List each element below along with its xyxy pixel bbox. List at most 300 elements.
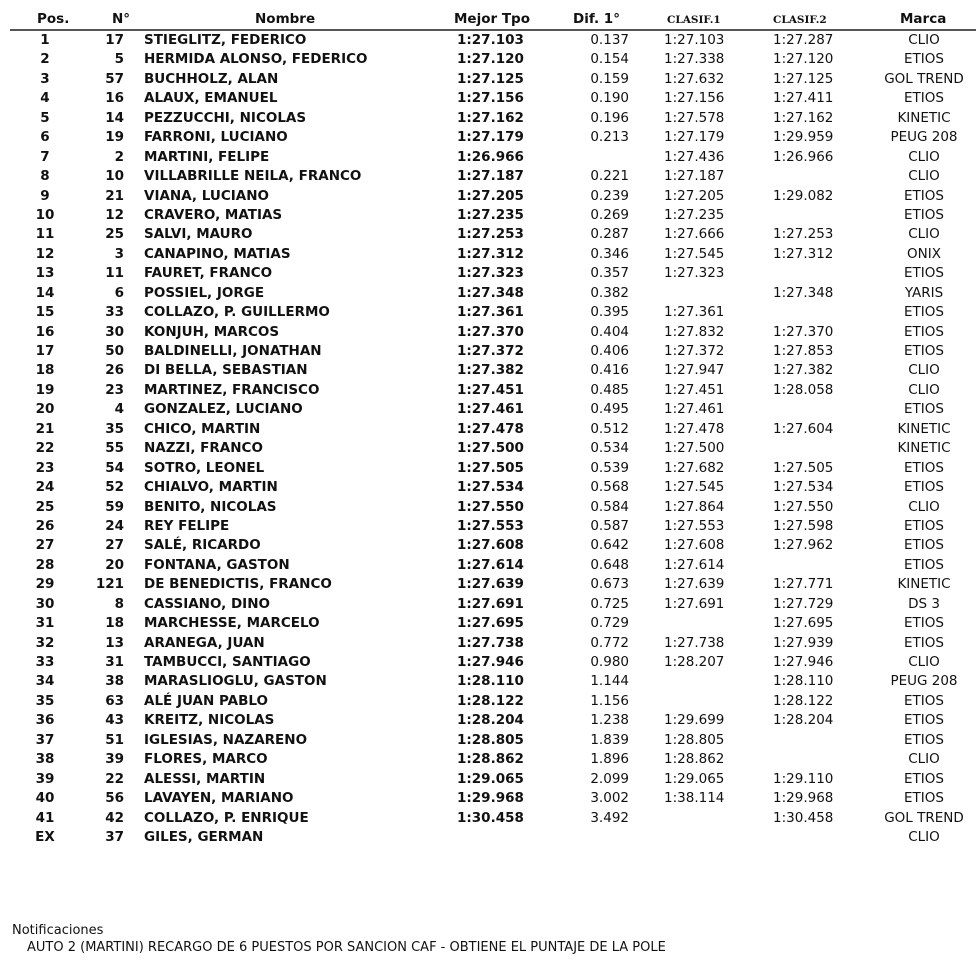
cell-marca: ETIOS [904,265,944,282]
cell-num: 42 [105,809,124,826]
cell-name: TAMBUCCI, SANTIAGO [144,654,311,670]
cell-num: 31 [105,654,124,670]
cell-clasif1: 1:28.207 [664,654,725,670]
cell-marca: CLIO [908,362,940,379]
table-row [0,167,976,186]
header-pos: Pos. [37,11,70,27]
cell-dif: 0.534 [590,440,629,457]
cell-num: 6 [114,284,124,301]
cell-num: 8 [114,595,124,612]
cell-pos: 16 [35,323,55,340]
table-row [0,50,976,69]
cell-best: 1:27.372 [457,343,524,359]
cell-pos: 34 [35,673,55,690]
cell-clasif2: 1:27.505 [773,459,834,476]
cell-name: FAURET, FRANCO [144,265,273,282]
cell-pos: 28 [35,556,55,573]
table-row [0,128,976,147]
cell-pos: 18 [35,362,55,379]
cell-marca: ETIOS [904,537,944,554]
cell-best: 1:27.451 [457,381,524,398]
cell-name: HERMIDA ALONSO, FEDERICO [144,51,368,68]
cell-best: 1:27.614 [457,556,524,573]
cell-pos: 17 [35,343,55,359]
cell-clasif2: 1:27.382 [773,362,834,379]
table-row [0,770,976,789]
cell-dif: 0.729 [590,615,629,632]
cell-marca: ETIOS [904,790,944,807]
header-clasif1: CLASIF.1 [667,14,721,26]
cell-clasif1: 1:27.179 [664,129,725,146]
cell-pos: 6 [40,129,50,146]
cell-name: ALESSI, MARTIN [144,770,266,787]
cell-pos: 24 [35,479,55,496]
cell-pos: 2 [40,51,50,68]
cell-pos: 1 [40,32,50,48]
cell-pos: 7 [40,148,50,165]
cell-num: 21 [105,187,124,204]
cell-best: 1:27.187 [457,168,524,185]
cell-clasif1: 1:28.805 [664,731,725,748]
cell-clasif1: 1:27.832 [664,323,725,340]
notifications-title: Notificaciones [12,923,104,938]
header-best: Mejor Tpo [454,11,530,27]
cell-best: 1:26.966 [457,148,524,165]
cell-clasif1: 1:27.545 [664,245,725,262]
cell-dif: 1.144 [590,673,629,690]
cell-marca: CLIO [908,654,940,670]
cell-name: MARTINI, FELIPE [144,148,270,165]
table-row [0,264,976,283]
cell-best: 1:28.110 [457,673,524,690]
cell-num: 5 [114,51,124,68]
cell-best: 1:27.162 [457,109,524,126]
cell-num: 54 [105,459,124,476]
cell-name: ALAUX, EMANUEL [144,90,278,107]
table-row [0,323,976,342]
cell-best: 1:28.805 [457,731,524,748]
cell-name: IGLESIAS, NAZARENO [144,731,308,748]
cell-name: DI BELLA, SEBASTIAN [144,362,308,379]
cell-clasif1: 1:27.545 [664,479,725,496]
cell-pos: 10 [35,206,55,223]
cell-dif: 1.896 [590,751,629,768]
cell-name: FARRONI, LUCIANO [144,129,288,146]
table-row [0,517,976,536]
cell-num: 19 [105,129,124,146]
cell-clasif2: 1:27.946 [773,654,834,670]
cell-clasif2: 1:27.729 [773,595,834,612]
cell-best: 1:29.968 [457,790,524,807]
cell-clasif1: 1:27.639 [664,576,725,593]
cell-marca: KINETIC [897,440,951,457]
cell-num: 11 [105,265,124,282]
cell-num: 13 [105,634,124,651]
cell-clasif1: 1:27.436 [664,148,725,165]
cell-num: 63 [105,692,124,709]
cell-dif: 0.154 [590,51,629,68]
cell-best: 1:27.461 [457,401,524,418]
cell-marca: ETIOS [904,323,944,340]
cell-clasif2: 1:27.550 [773,498,834,515]
cell-name: SOTRO, LEONEL [144,459,265,476]
table-row [0,70,976,89]
cell-marca: ETIOS [904,343,944,359]
cell-clasif1: 1:27.187 [664,168,725,185]
cell-dif: 0.568 [590,479,629,496]
cell-clasif2: 1:28.058 [773,381,834,398]
table-row [0,245,976,264]
table-row [0,711,976,730]
cell-name: COLLAZO, P. GUILLERMO [144,304,330,321]
cell-name: SALVI, MAURO [144,226,253,243]
cell-marca: CLIO [908,32,940,48]
cell-pos: 36 [35,712,55,729]
cell-pos: 38 [35,751,55,768]
cell-clasif2: 1:27.771 [773,576,834,593]
cell-clasif1: 1:27.864 [664,498,725,515]
cell-clasif2: 1:29.082 [773,187,834,204]
table-row [0,225,976,244]
cell-clasif1: 1:29.065 [664,770,725,787]
cell-clasif2: 1:27.312 [773,245,834,262]
cell-best: 1:27.205 [457,187,524,204]
cell-marca: CLIO [908,226,940,243]
cell-dif: 0.648 [590,556,629,573]
cell-clasif2: 1:27.162 [773,109,834,126]
cell-num: 27 [105,537,124,554]
cell-name: POSSIEL, JORGE [144,284,265,301]
cell-dif: 0.584 [590,498,629,515]
cell-marca: ETIOS [904,51,944,68]
cell-clasif2: 1:27.125 [773,70,834,87]
cell-name: GILES, GERMAN [144,828,264,845]
table-row [0,809,976,828]
cell-best: 1:27.695 [457,615,524,632]
cell-pos: 40 [35,790,55,807]
cell-clasif2: 1:29.110 [773,770,834,787]
cell-name: BUCHHOLZ, ALAN [144,70,279,87]
cell-best: 1:27.125 [457,70,524,87]
cell-clasif1: 1:29.699 [664,712,725,729]
cell-best: 1:27.505 [457,459,524,476]
table-row [0,595,976,614]
cell-clasif2: 1:29.968 [773,790,834,807]
cell-clasif1: 1:27.478 [664,420,725,437]
cell-marca: ETIOS [904,556,944,573]
cell-dif: 0.357 [590,265,629,282]
cell-best: 1:28.862 [457,751,524,768]
cell-num: 12 [105,206,124,223]
cell-num: 51 [105,731,124,748]
results-table [0,31,976,847]
cell-pos: 5 [40,109,50,126]
cell-pos: 32 [35,634,55,651]
cell-marca: ONIX [907,245,941,262]
cell-name: BALDINELLI, JONATHAN [144,343,322,359]
cell-dif: 1.156 [590,692,629,709]
cell-dif: 0.772 [590,634,629,651]
cell-clasif1: 1:27.235 [664,206,725,223]
cell-dif: 0.287 [590,226,629,243]
cell-pos: 31 [35,615,55,632]
cell-clasif1: 1:27.553 [664,517,725,534]
table-row [0,672,976,691]
table-row [0,459,976,478]
cell-clasif2: 1:28.204 [773,712,834,729]
cell-num: 59 [105,498,124,515]
cell-num: 25 [105,226,124,243]
cell-name: STIEGLITZ, FEDERICO [144,32,307,48]
table-row [0,634,976,653]
cell-num: 55 [105,440,124,457]
cell-best: 1:30.458 [457,809,524,826]
cell-num: 33 [105,304,124,321]
table-row [0,361,976,380]
notifications [12,923,666,955]
cell-best: 1:27.946 [457,654,524,670]
cell-name: CASSIANO, DINO [144,595,270,612]
cell-pos: 35 [35,692,55,709]
cell-num: 56 [105,790,124,807]
cell-name: VIANA, LUCIANO [144,187,269,204]
cell-pos: 22 [35,440,55,457]
cell-name: VILLABRILLE NEILA, FRANCO [144,168,362,185]
cell-num: 4 [114,401,124,418]
cell-marca: ETIOS [904,770,944,787]
cell-clasif1: 1:27.323 [664,265,725,282]
cell-clasif1: 1:27.103 [664,32,725,48]
cell-pos: 39 [35,770,55,787]
cell-num: 16 [105,90,124,107]
cell-clasif1: 1:27.451 [664,381,725,398]
cell-marca: CLIO [908,828,940,845]
cell-pos: 9 [40,187,50,204]
cell-marca: ETIOS [904,401,944,418]
cell-name: NAZZI, FRANCO [144,440,263,457]
cell-marca: ETIOS [904,517,944,534]
cell-clasif1: 1:27.947 [664,362,725,379]
cell-dif: 0.980 [590,654,629,670]
table-row [0,303,976,322]
cell-dif: 0.673 [590,576,629,593]
table-row [0,692,976,711]
cell-best: 1:27.253 [457,226,524,243]
cell-num: 18 [105,615,124,632]
cell-clasif2: 1:27.287 [773,32,834,48]
cell-dif: 0.725 [590,595,629,612]
cell-dif: 0.221 [590,168,629,185]
table-row [0,828,976,847]
cell-marca: ETIOS [904,692,944,709]
cell-best: 1:27.235 [457,206,524,223]
cell-name: CHIALVO, MARTIN [144,479,278,496]
table-row [0,342,976,361]
cell-num: 10 [105,168,124,185]
table-row [0,148,976,167]
cell-pos: 14 [35,284,55,301]
cell-clasif1: 1:38.114 [664,790,725,807]
header-marca: Marca [900,11,947,27]
cell-clasif2: 1:27.939 [773,634,834,651]
cell-marca: ETIOS [904,304,944,321]
cell-marca: CLIO [908,148,940,165]
cell-marca: ETIOS [904,731,944,748]
cell-num: 17 [105,32,124,48]
cell-clasif2: 1:27.253 [773,226,834,243]
cell-best: 1:27.478 [457,420,524,437]
header-clasif2: CLASIF.2 [773,14,827,26]
cell-clasif1: 1:27.500 [664,440,725,457]
cell-name: MARCHESSE, MARCELO [144,615,320,632]
cell-clasif2: 1:27.348 [773,284,834,301]
cell-best: 1:27.323 [457,265,524,282]
cell-num: 22 [105,770,124,787]
cell-clasif1: 1:27.691 [664,595,725,612]
cell-name: BENITO, NICOLAS [144,498,277,515]
cell-dif: 0.642 [590,537,629,554]
cell-dif: 0.485 [590,381,629,398]
cell-marca: PEUG 208 [890,129,958,146]
cell-dif: 0.190 [590,90,629,107]
table-row [0,731,976,750]
cell-num: 2 [114,148,124,165]
cell-clasif2: 1:27.604 [773,420,834,437]
cell-clasif2: 1:27.695 [773,615,834,632]
header-name: Nombre [255,11,316,27]
table-row [0,187,976,206]
cell-clasif1: 1:27.578 [664,109,725,126]
cell-clasif1: 1:27.461 [664,401,725,418]
header-dif: Dif. 1° [573,11,620,27]
cell-dif: 0.382 [590,284,629,301]
cell-pos: 30 [35,595,55,612]
cell-clasif2: 1:26.966 [773,148,834,165]
cell-name: DE BENEDICTIS, FRANCO [144,576,332,593]
cell-clasif2: 1:27.120 [773,51,834,68]
cell-best: 1:27.553 [457,517,524,534]
cell-name: LAVAYEN, MARIANO [144,790,294,807]
table-row [0,284,976,303]
cell-name: KREITZ, NICOLAS [144,712,275,729]
cell-dif: 0.196 [590,109,629,126]
cell-marca: CLIO [908,168,940,185]
cell-best: 1:27.500 [457,440,524,457]
cell-pos: 19 [35,381,55,398]
cell-pos: 26 [35,517,55,534]
table-row [0,400,976,419]
cell-num: 30 [105,323,124,340]
cell-pos: EX [35,828,55,845]
cell-pos: 4 [40,90,50,107]
cell-best: 1:27.738 [457,634,524,651]
cell-dif: 0.495 [590,401,629,418]
cell-best: 1:29.065 [457,770,524,787]
cell-clasif2: 1:27.853 [773,343,834,359]
cell-clasif1: 1:27.156 [664,90,725,107]
cell-marca: KINETIC [897,576,951,593]
cell-pos: 23 [35,459,55,476]
cell-pos: 13 [35,265,55,282]
cell-dif: 0.395 [590,304,629,321]
cell-num: 23 [105,381,124,398]
table-row [0,381,976,400]
cell-marca: ETIOS [904,206,944,223]
cell-num: 52 [105,479,124,496]
cell-dif: 0.137 [590,32,629,48]
cell-best: 1:27.691 [457,595,524,612]
cell-name: MARTINEZ, FRANCISCO [144,381,320,398]
cell-marca: PEUG 208 [890,673,958,690]
cell-name: CRAVERO, MATIAS [144,206,283,223]
cell-best: 1:27.639 [457,576,524,593]
cell-clasif1: 1:27.361 [664,304,725,321]
cell-pos: 29 [35,576,55,593]
cell-marca: ETIOS [904,459,944,476]
cell-name: KONJUH, MARCOS [144,323,280,340]
cell-marca: GOL TREND [884,70,964,87]
cell-clasif1: 1:28.862 [664,751,725,768]
cell-name: CANAPINO, MATIAS [144,245,291,262]
cell-num: 121 [95,576,124,593]
cell-clasif1: 1:27.614 [664,556,725,573]
table-row [0,420,976,439]
cell-pos: 20 [35,401,55,418]
cell-clasif2: 1:27.534 [773,479,834,496]
table-row [0,109,976,128]
cell-clasif1: 1:27.608 [664,537,725,554]
cell-marca: ETIOS [904,479,944,496]
cell-best: 1:27.179 [457,129,524,146]
cell-name: PEZZUCCHI, NICOLAS [144,109,307,126]
table-row [0,614,976,633]
cell-pos: 33 [35,654,55,670]
cell-pos: 11 [35,226,55,243]
cell-best: 1:27.361 [457,304,524,321]
cell-dif: 0.269 [590,206,629,223]
cell-clasif2: 1:27.598 [773,517,834,534]
cell-num: 3 [114,245,124,262]
cell-num: 20 [105,556,124,573]
cell-best: 1:27.382 [457,362,524,379]
cell-clasif2: 1:27.962 [773,537,834,554]
cell-name: ARANEGA, JUAN [144,634,265,651]
cell-best: 1:27.156 [457,90,524,107]
cell-best: 1:27.120 [457,51,524,68]
cell-marca: CLIO [908,381,940,398]
cell-clasif1: 1:27.666 [664,226,725,243]
cell-num: 35 [105,420,124,437]
cell-marca: DS 3 [908,595,940,612]
cell-marca: CLIO [908,498,940,515]
cell-num: 14 [105,109,124,126]
cell-marca: YARIS [904,284,944,301]
cell-name: CHICO, MARTIN [144,420,261,437]
table-row [0,31,976,50]
cell-clasif1: 1:27.205 [664,187,725,204]
cell-dif: 0.587 [590,517,629,534]
cell-best: 1:28.204 [457,712,524,729]
cell-dif: 0.213 [590,129,629,146]
cell-num: 39 [105,751,124,768]
cell-name: ALÉ JUAN PABLO [144,692,268,709]
header-num: N° [112,11,131,27]
cell-num: 37 [105,828,124,845]
cell-clasif2: 1:28.110 [773,673,834,690]
cell-best: 1:27.348 [457,284,524,301]
cell-clasif2: 1:27.411 [773,90,834,107]
cell-best: 1:27.534 [457,479,524,496]
